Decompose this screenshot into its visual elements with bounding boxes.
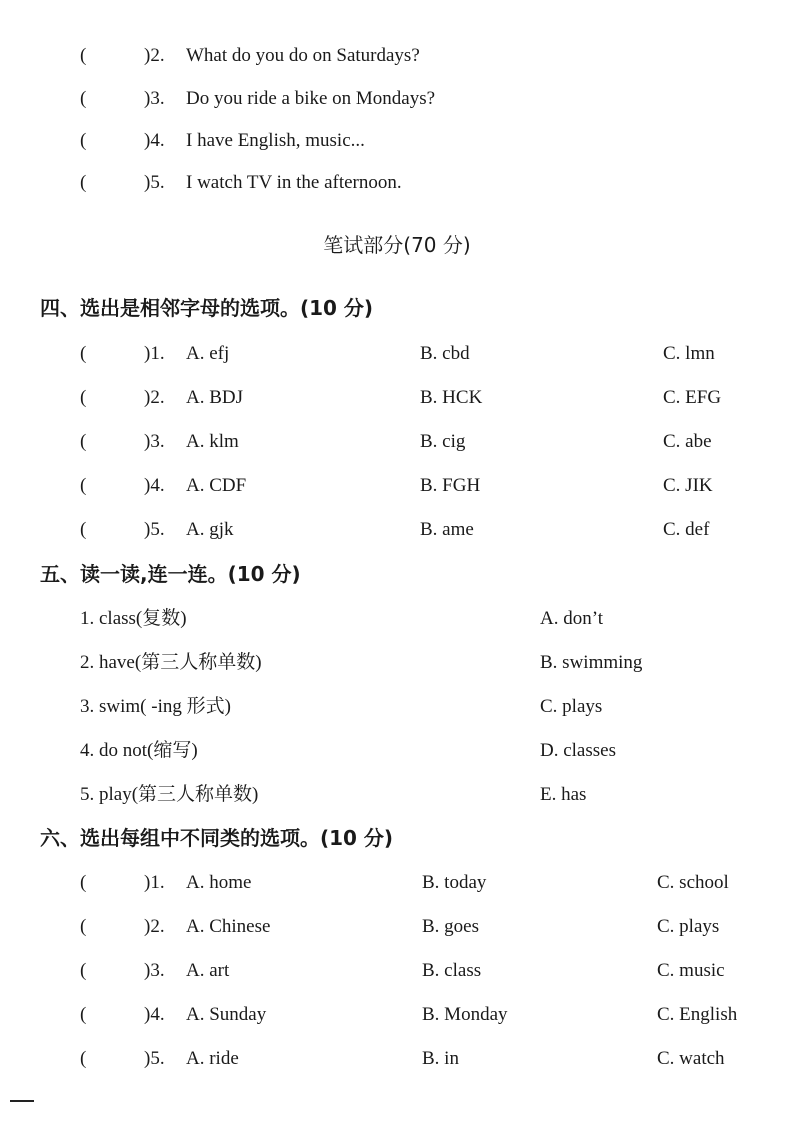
question-text: I have English, music...: [186, 130, 365, 151]
option-a: A. gjk: [186, 519, 234, 540]
answer-paren[interactable]: (: [80, 872, 87, 893]
choice-row: [0, 912, 794, 942]
match-right-item[interactable]: E. has: [540, 784, 587, 805]
answer-paren[interactable]: (: [80, 1048, 87, 1069]
match-left-item[interactable]: 4. do not(缩写): [80, 740, 198, 761]
option-b: B. in: [422, 1048, 459, 1069]
choice-row: [0, 383, 794, 413]
answer-paren[interactable]: (: [80, 519, 87, 540]
option-a: A. klm: [186, 431, 239, 452]
option-b: B. today: [422, 872, 487, 893]
question-text: What do you do on Saturdays?: [186, 45, 420, 66]
question-number: )3.: [144, 88, 165, 109]
option-a: A. ride: [186, 1048, 239, 1069]
answer-paren[interactable]: (: [80, 88, 87, 109]
choice-row: [0, 339, 794, 369]
question-row: [0, 41, 794, 71]
answer-paren[interactable]: (: [80, 1004, 87, 1025]
option-a: A. Sunday: [186, 1004, 267, 1025]
question-number: )2.: [144, 916, 165, 937]
question-text: I watch TV in the afternoon.: [186, 172, 402, 193]
question-number: )1.: [144, 872, 165, 893]
option-c: C. def: [663, 519, 710, 540]
question-number: )2.: [144, 45, 165, 66]
match-left-item[interactable]: 3. swim( -ing 形式): [80, 696, 231, 717]
match-right-item[interactable]: D. classes: [540, 740, 616, 761]
option-c: C. JIK: [663, 475, 713, 496]
option-c: C. school: [657, 872, 729, 893]
answer-paren[interactable]: (: [80, 475, 87, 496]
section-heading: 五、读一读,连一连。(10 分): [40, 562, 301, 586]
answer-paren[interactable]: (: [80, 130, 87, 151]
question-number: )4.: [144, 475, 165, 496]
choice-row: [0, 868, 794, 898]
choice-row: [0, 471, 794, 501]
option-c: C. lmn: [663, 343, 715, 364]
question-row: [0, 84, 794, 114]
answer-paren[interactable]: (: [80, 916, 87, 937]
question-row: [0, 168, 794, 198]
question-number: )5.: [144, 172, 165, 193]
question-number: )3.: [144, 431, 165, 452]
match-left-item[interactable]: 1. class(复数): [80, 608, 187, 629]
option-b: B. HCK: [420, 387, 483, 408]
question-text: Do you ride a bike on Mondays?: [186, 88, 436, 109]
option-a: A. BDJ: [186, 387, 244, 408]
option-a: A. CDF: [186, 475, 247, 496]
choice-row: [0, 515, 794, 545]
option-b: B. FGH: [420, 475, 481, 496]
answer-paren[interactable]: (: [80, 45, 87, 66]
match-left-item[interactable]: 5. play(第三人称单数): [80, 784, 259, 805]
answer-paren[interactable]: (: [80, 387, 87, 408]
question-number: )4.: [144, 130, 165, 151]
option-c: C. plays: [657, 916, 720, 937]
choice-row: [0, 1000, 794, 1030]
question-row: [0, 126, 794, 156]
answer-paren[interactable]: (: [80, 431, 87, 452]
option-a: A. Chinese: [186, 916, 271, 937]
option-c: C. music: [657, 960, 725, 981]
choice-row: [0, 427, 794, 457]
question-number: )5.: [144, 519, 165, 540]
option-b: B. class: [422, 960, 482, 981]
match-left-item[interactable]: 2. have(第三人称单数): [80, 652, 262, 673]
option-a: A. art: [186, 960, 230, 981]
question-number: )2.: [144, 387, 165, 408]
option-b: B. cig: [420, 431, 466, 452]
match-right-item[interactable]: C. plays: [540, 696, 603, 717]
answer-paren[interactable]: (: [80, 172, 87, 193]
option-c: C. English: [657, 1004, 738, 1025]
question-number: )1.: [144, 343, 165, 364]
written-part-title: 笔试部分(70 分): [323, 233, 471, 257]
option-b: B. goes: [422, 916, 479, 937]
option-b: B. Monday: [422, 1004, 508, 1025]
choice-row: [0, 1044, 794, 1074]
footer-rule: [10, 1100, 34, 1102]
answer-paren[interactable]: (: [80, 960, 87, 981]
answer-paren[interactable]: (: [80, 343, 87, 364]
match-right-item[interactable]: B. swimming: [540, 652, 643, 673]
question-number: )5.: [144, 1048, 165, 1069]
option-a: A. efj: [186, 343, 230, 364]
question-number: )4.: [144, 1004, 165, 1025]
match-right-item[interactable]: A. don’t: [540, 608, 603, 629]
option-a: A. home: [186, 872, 252, 893]
option-b: B. cbd: [420, 343, 470, 364]
option-b: B. ame: [420, 519, 474, 540]
option-c: C. EFG: [663, 387, 722, 408]
question-number: )3.: [144, 960, 165, 981]
section-heading: 四、选出是相邻字母的选项。(10 分): [40, 296, 374, 320]
choice-row: [0, 956, 794, 986]
section-heading: 六、选出每组中不同类的选项。(10 分): [40, 826, 394, 850]
option-c: C. watch: [657, 1048, 725, 1069]
option-c: C. abe: [663, 431, 712, 452]
